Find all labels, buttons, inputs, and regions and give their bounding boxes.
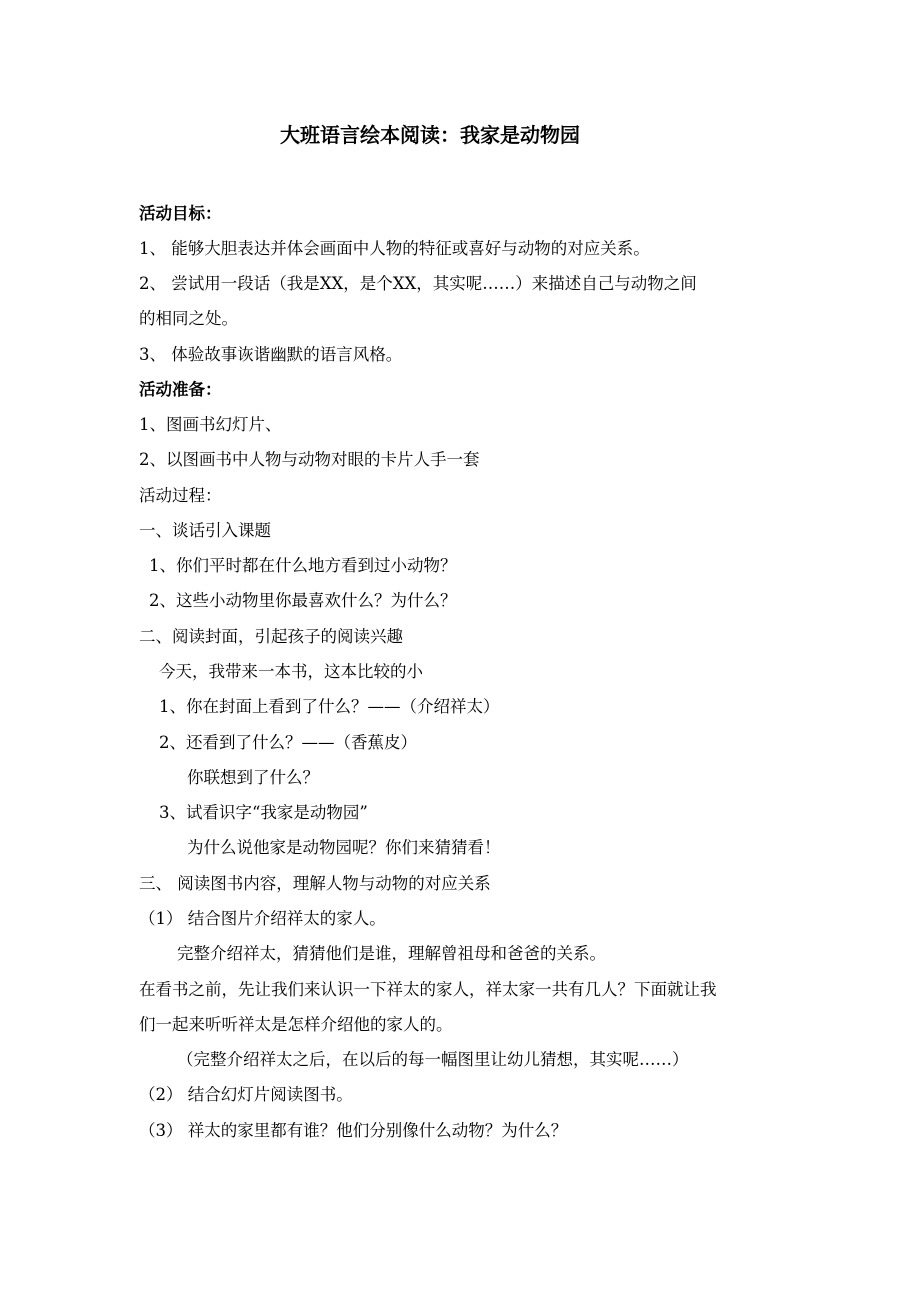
goal-item-1: 1、 能够大胆表达并体会画面中人物的特征或喜好与动物的对应关系。 xyxy=(139,239,650,258)
process-step-2-question-2: 2、还看到了什么？——（香蕉皮） xyxy=(159,733,417,752)
process-step-2-intro: 今天，我带来一本书，这本比较的小 xyxy=(159,662,423,681)
process-step-1-question-1: 1、你们平时都在什么地方看到过小动物？ xyxy=(149,556,457,575)
process-step-2-question-3-followup: 为什么说他家是动物园呢？你们来猜猜看！ xyxy=(187,838,501,857)
process-step-3-note: （完整介绍祥太之后，在以后的每一幅图里让幼儿猜想，其实呢……） xyxy=(177,1050,689,1069)
process-step-2-question-3: 3、试看识字“我家是动物园” xyxy=(159,803,368,822)
section-heading-process: 活动过程： xyxy=(139,486,222,505)
process-step-1: 一、谈话引入课题 xyxy=(139,521,271,540)
process-step-2-question-2-followup: 你联想到了什么？ xyxy=(187,768,319,787)
process-step-3-narration-continued: 们一起来听听祥太是怎样介绍他的家人的。 xyxy=(139,1015,453,1034)
process-step-3-narration: 在看书之前，先让我们来认识一下祥太的家人，祥太家一共有几人？下面就让我 xyxy=(139,980,717,999)
process-step-3-item-1: （1） 结合图片介绍祥太的家人。 xyxy=(139,909,386,928)
goal-item-3: 3、 体验故事诙谐幽默的语言风格。 xyxy=(139,345,403,364)
goal-item-2-continued: 的相同之处。 xyxy=(139,309,238,328)
process-step-2-question-1: 1、你在封面上看到了什么？——（介绍祥太） xyxy=(159,697,500,716)
process-step-3-item-2: （2） 结合幻灯片阅读图书。 xyxy=(139,1085,353,1104)
document-title: 大班语言绘本阅读：我家是动物园 xyxy=(280,123,580,147)
process-step-3-item-1-detail: 完整介绍祥太，猜猜他们是谁，理解曾祖母和爸爸的关系。 xyxy=(177,944,606,963)
section-heading-preparation: 活动准备： xyxy=(139,380,222,399)
process-step-3-item-3: （3） 祥太的家里都有谁？他们分别像什么动物？为什么？ xyxy=(139,1121,568,1140)
preparation-item-2: 2、以图画书中人物与动物对眼的卡片人手一套 xyxy=(139,450,480,469)
preparation-item-1: 1、图画书幻灯片、 xyxy=(139,415,282,434)
section-heading-goals: 活动目标： xyxy=(139,204,222,223)
goal-item-2: 2、 尝试用一段话（我是XX，是个XX，其实呢……）来描述自己与动物之间 xyxy=(139,274,697,293)
process-step-2: 二、阅读封面，引起孩子的阅读兴趣 xyxy=(139,627,403,646)
process-step-1-question-2: 2、这些小动物里你最喜欢什么？为什么？ xyxy=(149,591,457,610)
process-step-3: 三、 阅读图书内容，理解人物与动物的对应关系 xyxy=(139,874,491,893)
